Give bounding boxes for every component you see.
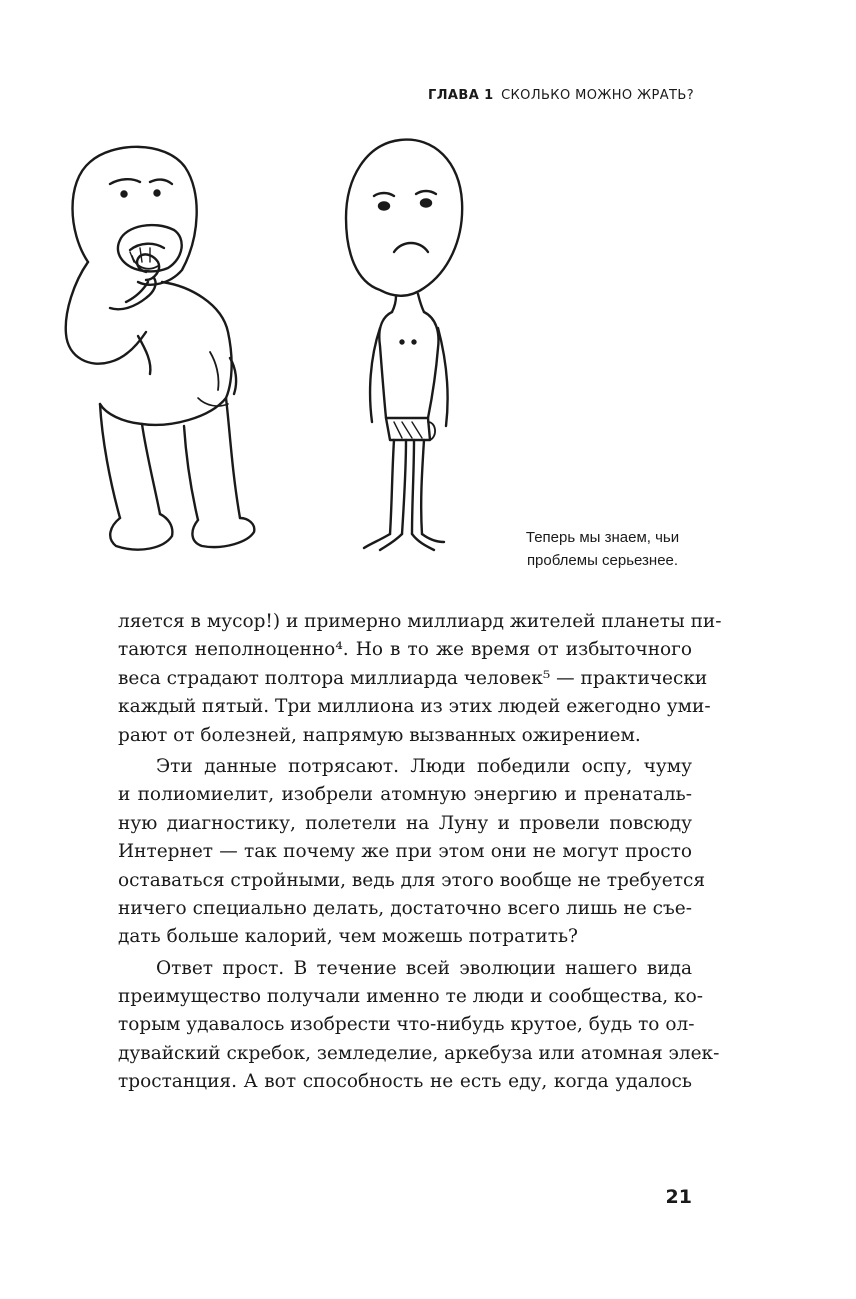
text-line: и полиомиелит, изобрели атомную энергию и пренаталь- [118, 784, 692, 806]
fat-man-drawing [66, 147, 255, 550]
caption-line: проблемы серьезнее. [526, 552, 679, 569]
chapter-label: ГЛАВА 1 [428, 88, 494, 103]
caption-line: Теперь мы знаем, чьи [525, 529, 680, 546]
text-line: каждый пятый. Три миллиона из этих людей ежегодно уми- [118, 696, 711, 718]
page-number: 21 [665, 1186, 692, 1208]
text-line: оставаться стройными, ведь для этого вообще не требуется [118, 869, 705, 891]
text-line: ную диагностику, полетели на Луну и провели повсюду [118, 812, 692, 834]
text-line: Интернет — так почему же при этом они не могут просто [118, 841, 692, 863]
body-text [118, 608, 722, 1097]
text-line: торым удавалось изобрести что-нибудь крутое, будь то ол- [118, 1014, 695, 1036]
text-line: ляется в мусор!) и примерно миллиард жителей планеты пи- [118, 611, 722, 632]
running-head [428, 88, 694, 103]
text-line: Эти данные потрясают. Люди победили оспу, чуму [156, 755, 692, 777]
text-line: веса страдают полтора миллиарда человек⁵ — практически [118, 667, 708, 689]
text-line: таются неполноценно⁴. Но в то же время от избыточного [118, 639, 692, 661]
text-line: ничего специально делать, достаточно всего лишь не съе- [118, 897, 692, 919]
illustration-caption [505, 526, 700, 572]
text-line: дать больше калорий, чем можешь потратить? [118, 926, 578, 948]
text-line: тростанция. А вот способность не есть еду, когда удалось [118, 1071, 692, 1093]
text-line: дувайский скребок, земледелие, аркебуза или атомная элек- [118, 1042, 720, 1064]
text-line: преимущество получали именно те люди и сообщества, ко- [118, 986, 703, 1008]
text-line: рают от болезней, напрямую вызванных ожирением. [118, 724, 641, 746]
thin-man-drawing [346, 140, 462, 550]
chapter-title: СКОЛЬКО МОЖНО ЖРАТЬ? [501, 88, 694, 103]
illustration [50, 122, 510, 572]
text-line: Ответ прост. В течение всей эволюции нашего вида [156, 957, 692, 979]
